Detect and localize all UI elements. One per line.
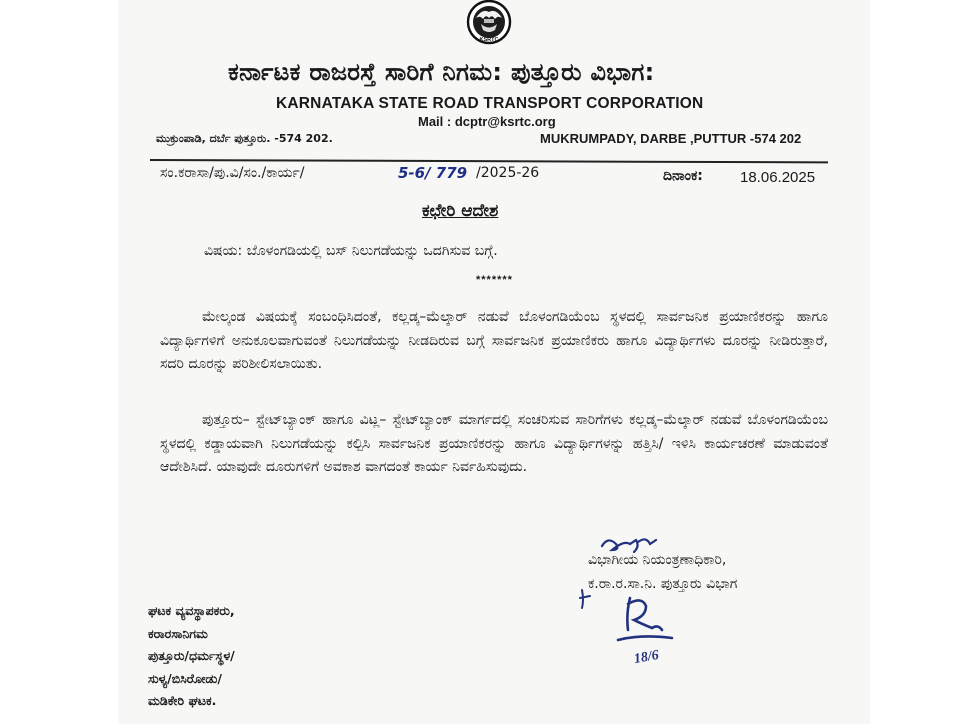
organization-title-english: KARNATAKA STATE ROAD TRANSPORT CORPORATION [276, 95, 704, 112]
body-paragraph-1: ಮೇಲ್ಕಂಡ ವಿಷಯಕ್ಕೆ ಸಂಬಂಧಿಸಿದಂತೆ, ಕಲ್ಲಡ್ಕ–ಮೆಲ್ಕಾರ್ ನಡುವೆ ಬೊಳಂಗಡಿಯೆಂಬ ಸ್ಥಳದಲ್ಲಿ ಸಾರ್ವಜನಿಕ ಪ್ರಯಾಣಿಕರನ್ನು ಹಾಗೂ ವಿದ್ಯಾರ್ಥಿಗಳಿಗೆ ಅನುಕೂಲವಾಗುವಂತೆ ನಿಲುಗಡೆಯನ್ನು ನೀಡದಿರುವ ಬಗ್ಗೆ ಸಾರ್ವಜನಿಕ ಪ್ರಯಾಣಿಕರು ಹಾಗೂ ವಿದ್ಯಾರ್ಥಿಗಳು ದೂರನ್ನು ನೀಡಿರುತ್ತಾರೆ, ಸದರಿ ದೂರನ್ನು ಪರಿಶೀಲಿಸಲಾಯಿತು. [160, 309, 828, 372]
copy-to-list [148, 600, 235, 713]
handwritten-tick [578, 588, 596, 610]
reference-year: /2025-26 [476, 165, 540, 181]
copy-to-line: ಮಡಿಕೇರಿ ಘಟಕ. [148, 693, 217, 708]
contact-email: Mail : dcptr@ksrtc.org [418, 114, 556, 129]
date-value: 18.06.2025 [740, 169, 816, 186]
handwritten-signature [612, 594, 678, 650]
reference-prefix: ಸಂ.ಕರಾಸಾ/ಪು.ವಿ/ಸಂ./ಕಾರ್ಯ/ [160, 165, 305, 181]
copy-to-line: ಪುತ್ತೂರು/ಧರ್ಮಸ್ಥಳ/ [148, 648, 235, 663]
organization-title-kannada: ಕರ್ನಾಟಕ ರಾಜರಸ್ತೆ ಸಾರಿಗೆ ನಿಗಮ: ಪುತ್ತೂರು ವಿಭಾಗ: [228, 58, 655, 86]
subject-line: ವಿಷಯ: ಬೊಳಂಗಡಿಯಲ್ಲಿ ಬಸ್ ನಿಲುಗಡೆಯನ್ನು ಒದಗಿಸುವ ಬಗ್ಗೆ. [204, 243, 498, 259]
copy-to-line: ಸುಳ್ಯ/ಬಿಸಿರೋಡು/ [148, 670, 222, 686]
copy-to-line: ಕರಾರಸಾನಿಗಮ [148, 625, 208, 641]
address-english: MUKRUMPADY, DARBE ,PUTTUR -574 202 [540, 131, 802, 146]
date-label: ದಿನಾಂಕ: [663, 168, 703, 184]
signatory-title: ವಿಭಾಗೀಯ ನಿಯಂತ್ರಣಾಧಿಕಾರಿ, [588, 552, 727, 568]
separator-stars: ******* [476, 274, 513, 286]
address-kannada: ಮುಕ್ರುಂಪಾಡಿ, ದರ್ಬೆ ಪುತ್ತೂರು. -574 202. [156, 132, 333, 145]
copy-to-line: ಘಟಕ ವ್ಯವಸ್ಥಾಪಕರು, [148, 603, 235, 618]
body-paragraph-2: ಪುತ್ತೂರು– ಸ್ಟೇಟ್‌ಬ್ಯಾಂಕ್ ಹಾಗೂ ವಿಟ್ಲ– ಸ್ಟೇಟ್‌ಬ್ಯಾಂಕ್ ಮಾರ್ಗದಲ್ಲಿ ಸಂಚರಿಸುವ ಸಾರಿಗೆಗಳು ಕಲ್ಲಡ್ಕ–ಮೆಲ್ಕಾರ್ ನಡುವೆ ಬೊಳಂಗಡಿಯೆಂಬ ಸ್ಥಳದಲ್ಲಿ ಕಡ್ಡಾಯವಾಗಿ ನಿಲುಗಡೆಯನ್ನು ಕಲ್ಪಿಸಿ ಸಾರ್ವಜನಿಕ ಪ್ರಯಾಣಿಕರನ್ನು ಹಾಗೂ ವಿದ್ಯಾರ್ಥಿಗಳನ್ನು ಹತ್ತಿಸಿ/ ಇಳಿಸಿ ಕಾರ್ಯಚರಣೆ ಮಾಡುವಂತೆ ಆದೇಶಿಸಿದೆ. ಯಾವುದೇ ದೂರುಗಳಿಗೆ ಅವಕಾಶ ವಾಗದಂತೆ ಕಾರ್ಯ ನಿರ್ವಹಿಸುವುದು. [160, 412, 828, 475]
signature-date-handwritten: 18/6 [632, 647, 660, 668]
office-order-title: ಕಛೇರಿ ಆದೇಶ [422, 201, 499, 221]
ksrtc-emblem-logo [462, 0, 516, 52]
signatory-office: ಕ.ರಾ.ರ.ಸಾ.ನಿ. ಪುತ್ತೂರು ವಿಭಾಗ [588, 576, 738, 592]
reference-number-handwritten: 5-6/ 779 [398, 164, 468, 182]
logo-text: KSRTC [479, 37, 499, 43]
